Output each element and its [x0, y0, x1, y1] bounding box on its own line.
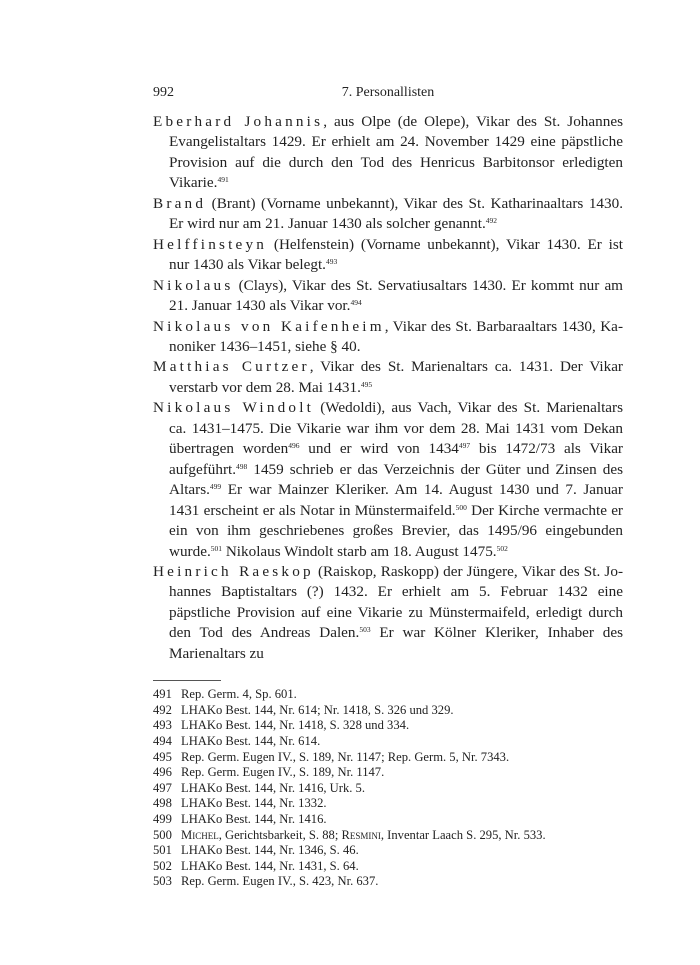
person-entry [153, 235, 623, 276]
person-name: Heinrich Raeskop [153, 562, 314, 580]
footnote [153, 874, 623, 890]
footnote-number: 497 [153, 780, 172, 795]
footnote-text: LHAKo Best. 144, Nr. 1416. [181, 811, 327, 826]
footnote [153, 828, 623, 844]
entry-text: Er war Mainzer Kleriker. Am 14. August 1430 und 7. Januar 1431 erscheint er als Notar in Münstermaifeld. [169, 481, 623, 519]
author-name: Michel [181, 827, 219, 842]
footnote-rule [153, 680, 221, 681]
footnote-number: 502 [153, 858, 172, 873]
entry-text: Der Kirche vermachte er ein von ihm geschriebenes großes Brevier, das 1495/96 eingebunden wurde. [169, 501, 623, 560]
person-name: Eberhard Johannis [153, 113, 324, 130]
footnote-text: Rep. Germ. Eugen IV., S. 189, Nr. 1147. [181, 765, 385, 780]
footnote-text-part: , Inventar Laach S. 295, Nr. 533. [380, 827, 546, 842]
footnote [153, 765, 623, 781]
footnote-number: 491 [153, 687, 172, 702]
footnote-ref[interactable]: 492 [485, 216, 497, 226]
footnote [153, 718, 623, 734]
book-page [153, 0, 623, 930]
main-text [153, 112, 623, 664]
footnote-text: Rep. Germ. Eugen IV., S. 423, Nr. 637. [181, 874, 379, 889]
entry-text: Er war Kölner Kleriker, Inhaber des Marienaltars zu [169, 624, 623, 662]
entry-text: (Helfenstein) (Vorname unbekannt), Vikar 1430. Er ist nur 1430 als Vikar belegt. [169, 235, 623, 274]
entry-text: , Vikar des St. Marienaltars ca. 1431. Der Vikar verstarb vor dem 28. Mai 1431. [169, 358, 623, 396]
footnote-number: 499 [153, 811, 172, 826]
entry-text: (Wedoldi), aus Vach, Vikar des St. Marienaltars ca. 1431–1475. Die Vikarie war ihm vor dem 28. Mai 1431 vom Dekan übertragen worden [169, 399, 623, 458]
entry-text: , Vikar des St. Barbaraaltars 1430, Kanoniker 1436–1451, siehe § 40. [169, 317, 623, 355]
footnote-text: Rep. Germ. Eugen IV., S. 189, Nr. 1147; Rep. Germ. 5, Nr. 7343. [181, 749, 510, 764]
footnote-text: Rep. Germ. 4, Sp. 601. [181, 687, 297, 702]
entry-text: (Brant) (Vorname unbekannt), Vikar des St. Katharinaaltars 1430. Er wird nur am 21. Januar 1430 als solcher genannt. [169, 194, 623, 233]
footnote [153, 703, 623, 719]
footnote [153, 796, 623, 812]
footnote-ref[interactable]: 496 [288, 441, 300, 451]
person-name: Helffinsteyn [153, 235, 268, 253]
footnote-ref[interactable]: 501 [210, 543, 223, 553]
entry-text: (Raiskop, Raskopp) der Jüngere, Vikar des St. Johannes Baptistaltars (?) 1432. Er erhielt am 5. Februar 1432 eine päpstliche Provision auf eine Vikarie zu Münstermaifeld, erledigt durch den Tod des Andreas Dalen. [169, 562, 623, 642]
footnote-number: 492 [153, 702, 172, 717]
footnote-ref[interactable]: 498 [236, 461, 248, 471]
entry-text: 1459 schrieb er das Verzeichnis der Güter und Zinsen des Altars. [169, 460, 623, 499]
footnote-text: LHAKo Best. 144, Nr. 1346, S. 46. [181, 843, 359, 858]
author-name: Resmini [341, 827, 381, 842]
entry-text: Nikolaus Windolt starb am 18. August 1475. [222, 542, 497, 560]
footnote-text: LHAKo Best. 144, Nr. 1431, S. 64. [181, 858, 359, 873]
footnote [153, 750, 623, 766]
page-header [153, 84, 623, 102]
footnote-text: LHAKo Best. 144, Nr. 1332. [181, 796, 327, 811]
footnote-ref[interactable]: 503 [359, 625, 371, 635]
person-name: Nikolaus Windolt [153, 399, 315, 417]
entry-text: bis 1472/73 als Vikar aufgeführt. [169, 440, 623, 478]
footnote-number: 495 [153, 749, 172, 764]
entry-text: (Clays), Vikar des St. Servatiusaltars 1430. Er kommt nur am 21. Januar 1430 als Vikar vor. [169, 276, 623, 315]
person-entry [153, 398, 623, 562]
person-entry [153, 317, 623, 358]
person-entry [153, 194, 623, 235]
footnote-number: 501 [153, 843, 172, 858]
footnote-ref[interactable]: 502 [496, 543, 508, 553]
footnote-text: LHAKo Best. 144, Nr. 614; Nr. 1418, S. 326 und 329. [181, 702, 454, 717]
footnote [153, 734, 623, 750]
footnote-ref[interactable]: 491 [217, 175, 229, 185]
footnote-text-part: , Gerichtsbarkeit, S. 88; [218, 827, 342, 842]
footnote-number: 503 [153, 874, 172, 889]
footnote-ref[interactable]: 497 [458, 441, 471, 451]
footnote [153, 687, 623, 703]
footnote-ref[interactable]: 493 [325, 257, 338, 267]
footnote-text [181, 828, 546, 844]
person-entry [153, 112, 623, 194]
footnote [153, 812, 623, 828]
footnote-ref[interactable]: 499 [209, 482, 222, 492]
footnote-ref[interactable]: 495 [360, 379, 373, 389]
running-head: 7. Personallisten [341, 85, 435, 100]
footnote [153, 859, 623, 875]
person-name: Nikolaus von Kaifenheim [153, 317, 385, 335]
footnote-number: 498 [153, 796, 172, 811]
entry-text: , aus Olpe (de Olepe), Vikar des St. Johannes Evangelistaltars 1429. Er erhielt am 24. November 1429 eine päpstliche Provision auf die durch den Tod des Henricus Barbitonsor erledigten Vikarie. [169, 113, 623, 192]
footnote-ref[interactable]: 494 [350, 298, 362, 308]
footnote-text: LHAKo Best. 144, Nr. 614. [181, 734, 321, 749]
person-name: Matthias Curtzer [153, 358, 310, 376]
footnote [153, 843, 623, 859]
footnote-number: 493 [153, 718, 172, 733]
person-entry [153, 562, 623, 664]
footnote-number: 500 [153, 827, 172, 842]
footnotes [153, 687, 623, 890]
footnote-text: LHAKo Best. 144, Nr. 1416, Urk. 5. [181, 780, 365, 795]
person-entry [153, 357, 623, 398]
person-name: Nikolaus [153, 276, 234, 294]
page-number: 992 [153, 85, 174, 100]
footnote-text: LHAKo Best. 144, Nr. 1418, S. 328 und 334. [181, 718, 410, 733]
footnote [153, 781, 623, 797]
entry-text: und er wird von 1434 [299, 440, 459, 458]
footnote-number: 494 [153, 734, 172, 749]
footnote-ref[interactable]: 500 [455, 502, 467, 512]
person-name: Brand [153, 194, 207, 212]
footnote-number: 496 [153, 765, 172, 780]
person-entry [153, 276, 623, 317]
